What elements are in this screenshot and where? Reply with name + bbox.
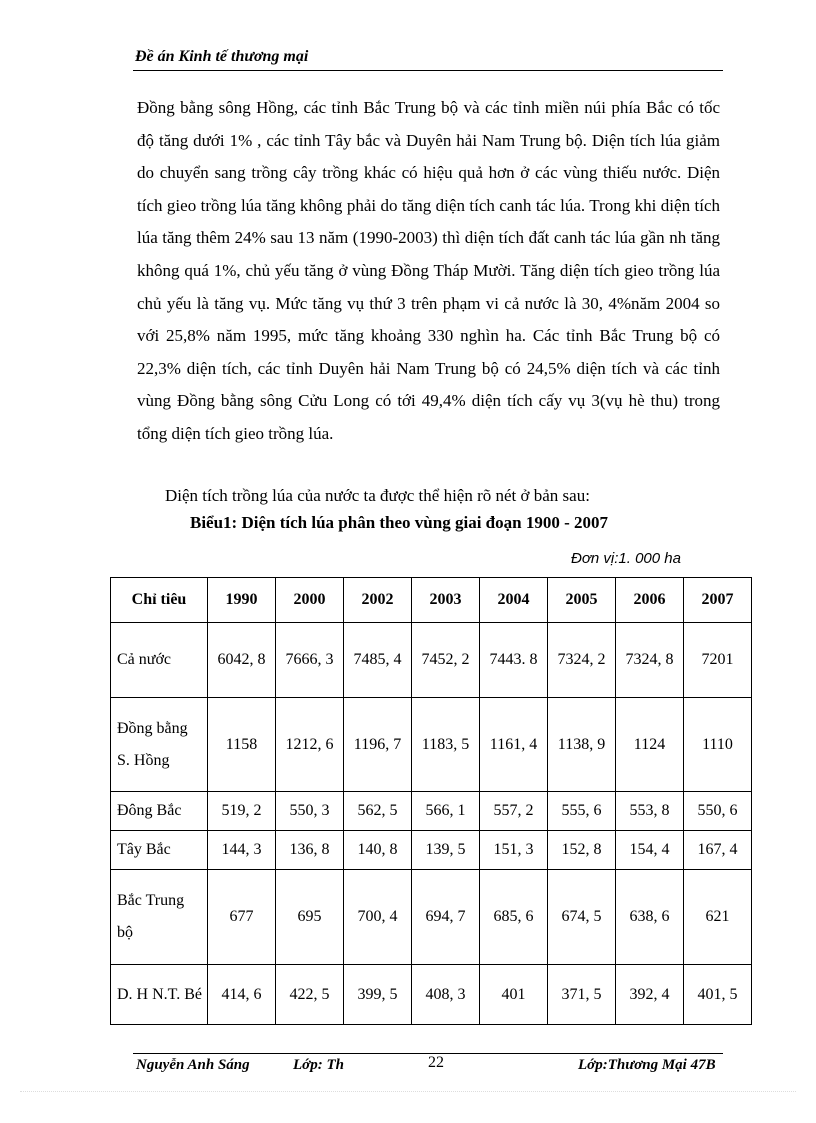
table-cell: 408, 3 (412, 965, 480, 1025)
table-cell: 677 (208, 870, 276, 965)
table-unit: Đơn vị:1. 000 ha (571, 550, 681, 567)
page-number: 22 (428, 1054, 444, 1071)
row-label: D. H N.T. Bé (111, 965, 208, 1025)
rice-area-table (110, 577, 752, 1025)
table-cell: 550, 6 (684, 792, 752, 831)
row-label: Bắc Trung bộ (111, 870, 208, 965)
table-cell: 139, 5 (412, 831, 480, 870)
header-rule (133, 70, 723, 71)
table-cell: 392, 4 (616, 965, 684, 1025)
table-cell: 152, 8 (548, 831, 616, 870)
header-cell: 2003 (412, 578, 480, 623)
table-row (111, 792, 752, 831)
header-cell: 2007 (684, 578, 752, 623)
table-cell: 414, 6 (208, 965, 276, 1025)
table-cell: 167, 4 (684, 831, 752, 870)
table-cell: 621 (684, 870, 752, 965)
header-cell: 2000 (276, 578, 344, 623)
table-cell: 401, 5 (684, 965, 752, 1025)
header-cell: 2004 (480, 578, 548, 623)
table-cell: 140, 8 (344, 831, 412, 870)
table-cell: 401 (480, 965, 548, 1025)
table-cell: 1212, 6 (276, 698, 344, 792)
table-header-row (111, 578, 752, 623)
table-cell: 7324, 8 (616, 623, 684, 698)
table-row (111, 698, 752, 792)
table-cell: 1183, 5 (412, 698, 480, 792)
table-cell: 674, 5 (548, 870, 616, 965)
header-cell: 2002 (344, 578, 412, 623)
table-row (111, 870, 752, 965)
table-cell: 695 (276, 870, 344, 965)
table-cell: 519, 2 (208, 792, 276, 831)
row-label: Cả nước (111, 623, 208, 698)
row-label: Đông Bắc (111, 792, 208, 831)
table-cell: 422, 5 (276, 965, 344, 1025)
table-row (111, 965, 752, 1025)
table-cell: 6042, 8 (208, 623, 276, 698)
table-cell: 1158 (208, 698, 276, 792)
body-paragraph-1: Đồng bằng sông Hồng, các tỉnh Bắc Trung bộ và các tỉnh miền núi phía Bắc có tốc độ tăng dưới 1% , các tỉnh Tây bắc và Duyên hải Nam Trung bộ. Diện tích lúa giảm do chuyển sang trồng cây trồng khác có hiệu quả hơn ở các vùng thiếu nước. Diện tích gieo trồng lúa tăng không phải do tăng diện tích canh tác lúa. Trong khi diện tích lúa tăng thêm 24% sau 13 năm (1990-2003) thì diện tích đất canh tác lúa gần nh tăng không quá 1%, chủ yếu tăng ở vùng Đồng Tháp Mười. Tăng diện tích gieo trồng lúa chủ yếu là tăng vụ. Mức tăng vụ thứ 3 trên phạm vi cả nước là 30, 4%năm 2004 so với 25,8% năm 1995, mức tăng khoảng 330 nghìn ha. Các tỉnh Bắc Trung bộ có 22,3% diện tích, các tỉnh Duyên hải Nam Trung bộ có 24,5% diện tích và các tỉnh vùng Đồng bằng sông Cửu Long có tới 49,4% diện tích cấy vụ 3(vụ hè thu) trong tổng diện tích gieo trồng lúa. (137, 98, 720, 443)
table-cell: 1138, 9 (548, 698, 616, 792)
table-cell: 7324, 2 (548, 623, 616, 698)
table-cell: 136, 8 (276, 831, 344, 870)
table-cell: 638, 6 (616, 870, 684, 965)
table-cell: 700, 4 (344, 870, 412, 965)
footer-author: Nguyễn Anh Sáng (136, 1057, 250, 1073)
table-cell: 557, 2 (480, 792, 548, 831)
table-row (111, 623, 752, 698)
table-cell: 7201 (684, 623, 752, 698)
row-label: Tây Bắc (111, 831, 208, 870)
table-cell: 685, 6 (480, 870, 548, 965)
table-cell: 7485, 4 (344, 623, 412, 698)
page-bottom-divider (20, 1091, 796, 1092)
body-paragraph-2: Diện tích trồng lúa của nước ta được thể hiện rõ nét ở bản sau: (165, 486, 590, 505)
table-cell: 694, 7 (412, 870, 480, 965)
header-cell: Chỉ tiêu (111, 578, 208, 623)
table-cell: 399, 5 (344, 965, 412, 1025)
table-cell: 1196, 7 (344, 698, 412, 792)
header-cell: 2005 (548, 578, 616, 623)
header-cell: 1990 (208, 578, 276, 623)
table-cell: 1161, 4 (480, 698, 548, 792)
table-cell: 550, 3 (276, 792, 344, 831)
table-cell: 1124 (616, 698, 684, 792)
table-cell: 553, 8 (616, 792, 684, 831)
table-cell: 151, 3 (480, 831, 548, 870)
table-cell: 7452, 2 (412, 623, 480, 698)
table-cell: 7666, 3 (276, 623, 344, 698)
footer-class-right: Lớp:Thương Mại 47B (578, 1057, 716, 1073)
footer-class: Lớp: Th (293, 1057, 344, 1073)
table-row (111, 831, 752, 870)
table-cell: 562, 5 (344, 792, 412, 831)
header-cell: 2006 (616, 578, 684, 623)
header-title: Đề án Kinh tế thương mại (135, 48, 309, 65)
table-cell: 154, 4 (616, 831, 684, 870)
table-cell: 566, 1 (412, 792, 480, 831)
table-cell: 371, 5 (548, 965, 616, 1025)
row-label: Đồng bằng S. Hồng (111, 698, 208, 792)
table-caption: Biểu1: Diện tích lúa phân theo vùng giai đoạn 1900 - 2007 (190, 513, 608, 532)
table-cell: 144, 3 (208, 831, 276, 870)
table-cell: 555, 6 (548, 792, 616, 831)
table-cell: 7443. 8 (480, 623, 548, 698)
table-cell: 1110 (684, 698, 752, 792)
